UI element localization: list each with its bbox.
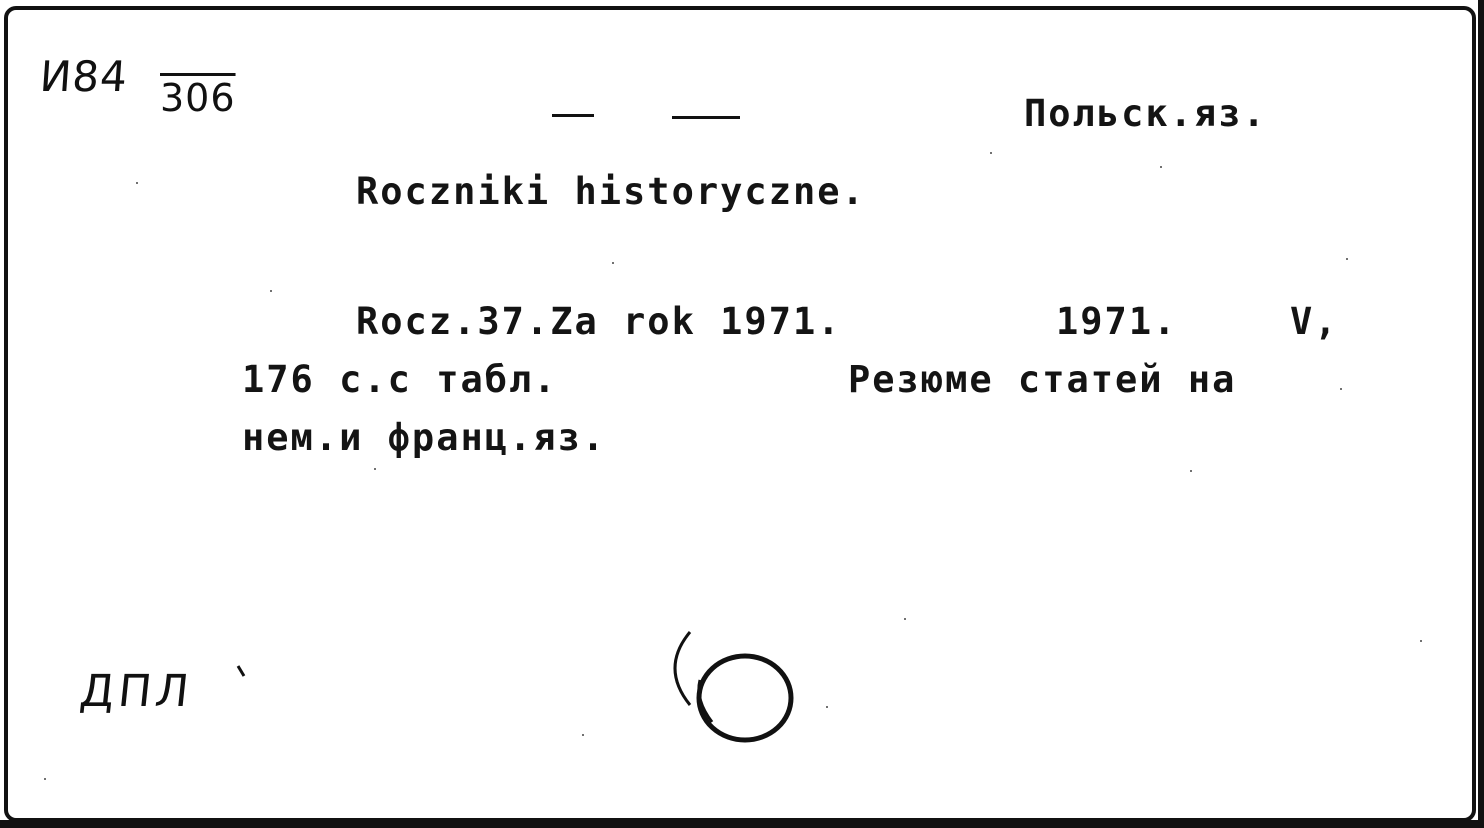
- hole-arc-mark: [675, 632, 690, 705]
- speckle: [990, 152, 992, 154]
- speckle: [1346, 258, 1348, 260]
- speckle: [136, 182, 138, 184]
- speckle: [1420, 640, 1422, 642]
- details-summary: Резюме статей на: [848, 358, 1237, 401]
- speckle: [1340, 388, 1342, 390]
- speckle: [582, 734, 584, 736]
- details-languages: нем.и франц.яз.: [242, 416, 607, 459]
- speckle: [904, 618, 906, 620]
- call-number-suffix: 306: [160, 76, 236, 120]
- details-volume: Rocz.37.Za rok 1971.: [356, 300, 842, 343]
- title: Roczniki historyczne.: [356, 170, 866, 213]
- details-pages-marker: V,: [1290, 300, 1339, 343]
- punch-hole: [699, 656, 791, 740]
- details-pages: 176 с.с табл.: [242, 358, 558, 401]
- speckle: [826, 706, 828, 708]
- speckle: [1190, 470, 1192, 472]
- details-year: 1971.: [1056, 300, 1178, 343]
- speckle: [1160, 166, 1162, 168]
- subject-heading: Польск.яз.: [1024, 92, 1267, 135]
- handwritten-note: ДПЛ: [77, 666, 196, 717]
- speckle: [612, 262, 614, 264]
- speckle: [270, 290, 272, 292]
- speckle: [374, 468, 376, 470]
- call-number-prefix: И84: [38, 52, 130, 101]
- speckle: [44, 778, 46, 780]
- accent-mark: [238, 666, 244, 676]
